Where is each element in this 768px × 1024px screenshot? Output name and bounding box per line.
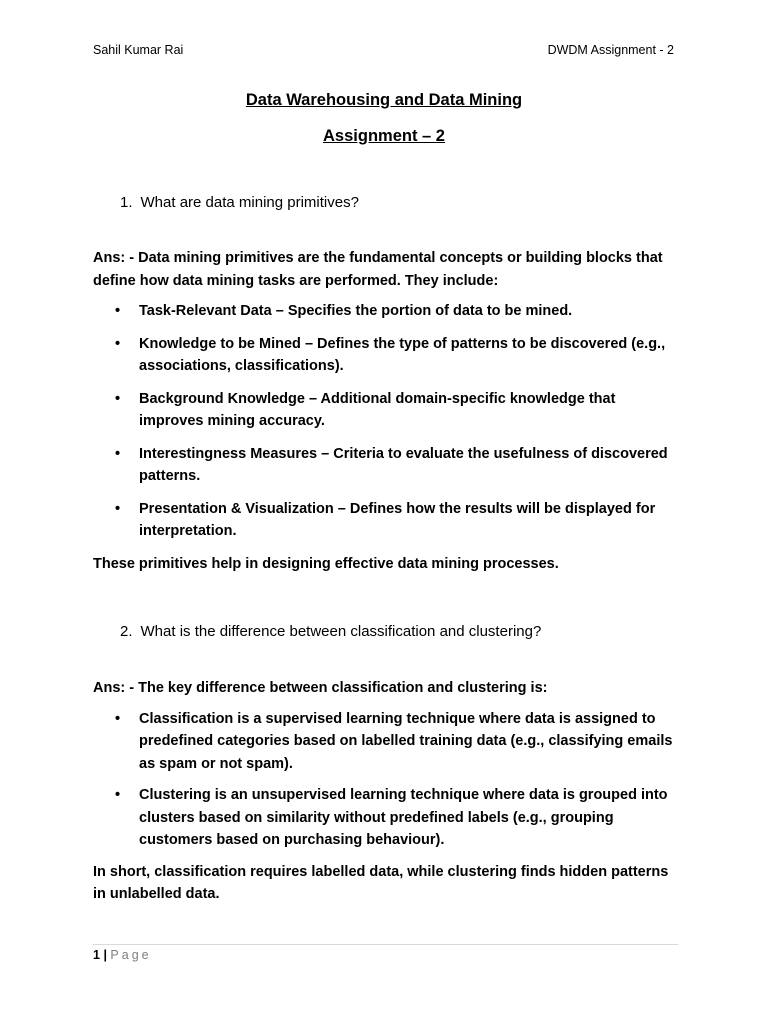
question-2 <box>120 623 541 640</box>
title-block <box>0 89 768 147</box>
list-item: • Classification is a supervised learning technique where data is assigned to predefined categories based on labelled training data (e.g., classifying emails as spam or not spam). <box>93 708 683 776</box>
footer-separator: | <box>103 948 107 962</box>
answer-bullet-list <box>93 708 683 852</box>
page-label: Page <box>110 948 152 962</box>
document-title: Data Warehousing and Data Mining <box>245 91 523 109</box>
list-item: • Knowledge to be Mined – Defines the type of patterns to be discovered (e.g., associations, classifications). <box>93 333 683 378</box>
header-author: Sahil Kumar Rai <box>93 43 184 57</box>
bullet-icon: • <box>115 335 121 352</box>
list-item: • Interestingness Measures – Criteria to evaluate the usefulness of discovered patterns. <box>93 443 683 488</box>
question-1 <box>120 194 359 211</box>
answer-bullet-list <box>93 300 683 543</box>
bullet-icon: • <box>115 500 121 517</box>
question-number: 1. <box>120 194 133 211</box>
bullet-icon: • <box>115 390 121 407</box>
page-footer <box>93 948 152 962</box>
header-doc-label: DWDM Assignment - 2 <box>547 43 674 57</box>
list-item: • Clustering is an unsupervised learning technique where data is grouped into clusters based on similarity without predefined labels (e.g., grouping customers based on purchasing behaviour). <box>93 784 683 852</box>
bullet-icon: • <box>115 710 121 727</box>
answer-conclusion: These primitives help in designing effective data mining processes. <box>93 555 559 572</box>
list-item: • Task-Relevant Data – Specifies the portion of data to be mined. <box>93 300 683 323</box>
answer-intro: Ans: - The key difference between classification and clustering is: <box>93 680 548 696</box>
answer-intro: Ans: - Data mining primitives are the fundamental concepts or building blocks that define how data mining tasks are performed. They include: <box>93 250 663 289</box>
footer-divider <box>93 944 678 945</box>
list-item: • Presentation & Visualization – Defines how the results will be displayed for interpretation. <box>93 498 683 543</box>
question-text: What is the difference between classification and clustering? <box>140 623 542 640</box>
bullet-icon: • <box>115 445 121 462</box>
page-header <box>93 43 674 57</box>
question-text: What are data mining primitives? <box>140 194 359 211</box>
list-item: • Background Knowledge – Additional domain-specific knowledge that improves mining accuracy. <box>93 388 683 433</box>
bullet-icon: • <box>115 787 121 803</box>
bullet-icon: • <box>115 303 121 319</box>
answer-conclusion: In short, classification requires labelled data, while clustering finds hidden patterns in unlabelled data. <box>93 863 669 902</box>
answer-1 <box>93 247 683 575</box>
page-number: 1 <box>93 948 100 962</box>
document-subtitle: Assignment – 2 <box>323 127 445 145</box>
answer-2 <box>93 677 683 906</box>
question-number: 2. <box>120 623 133 640</box>
